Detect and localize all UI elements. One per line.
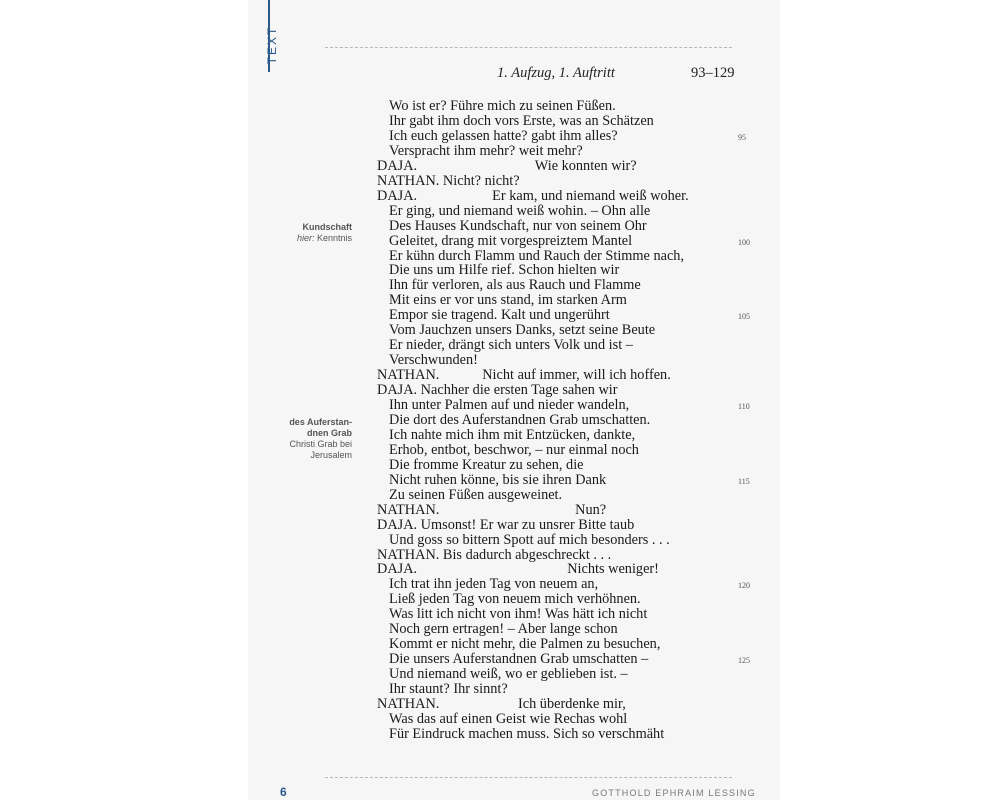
verse-line: Die fromme Kreatur zu sehen, die: [389, 456, 584, 473]
speaker-line: NATHAN. Bis dadurch abgeschreckt . . .: [377, 546, 612, 563]
verse-line: Und niemand weiß, wo er geblieben ist. –: [389, 666, 628, 683]
speaker-line: NATHAN. Ich überdenke mir,: [377, 696, 626, 712]
page-number: 6: [280, 785, 287, 799]
verse-line: Er nieder, drängt sich unters Volk und ist –: [389, 337, 633, 354]
speaker-line: DAJA. Umsonst! Er war zu unsrer Bitte taub: [377, 516, 635, 533]
verse-line: Und goss so bittern Spott auf mich besonders . . .: [389, 531, 670, 548]
verse-line: Zu seinen Füßen ausgeweinet.: [389, 486, 563, 503]
gloss-note: hier: Kenntnis: [296, 233, 352, 243]
verse-line: Empor sie tragend. Kalt und ungerührt: [389, 307, 610, 324]
running-head-range: 93–129: [691, 65, 735, 81]
verse-line: Was das auf einen Geist wie Rechas wohl: [389, 710, 628, 727]
running-footer: GOTTHOLD EPHRAIM LESSING: [592, 788, 756, 798]
speaker-line: DAJA. Er kam, und niemand weiß woher.: [377, 187, 689, 204]
line-number: 120: [738, 581, 750, 591]
verse-line: Ihr gabt ihm doch vors Erste, was an Schätzen: [389, 112, 654, 129]
line-number: 110: [738, 402, 750, 411]
verse-line: Wo ist er? Führe mich zu seinen Füßen.: [389, 98, 616, 114]
verse-line: Nicht ruhen könne, bis sie ihren Dank: [389, 471, 607, 488]
verse-line: Ihr staunt? Ihr sinnt?: [389, 681, 508, 698]
verse-line: Kommt er nicht mehr, die Palmen zu besuchen,: [389, 636, 661, 653]
verse-line: Die uns um Hilfe rief. Schon hielten wir: [389, 262, 620, 279]
verse-line: Für Eindruck machen muss. Sich so verschmäht: [389, 725, 665, 742]
verse-line: Er kühn durch Flamm und Rauch der Stimme nach,: [389, 247, 685, 264]
verse-line: Die unsers Auferstandnen Grab umschatten –: [389, 651, 649, 668]
speaker-line: DAJA. Nachher die ersten Tage sahen wir: [377, 382, 618, 399]
gloss-note: Christi Grab bei Jerusalem: [289, 439, 352, 460]
verse-line: Ihn unter Palmen auf und nieder wandeln,: [389, 397, 630, 413]
speaker-line: NATHAN. Nun?: [377, 501, 607, 518]
speaker-line: NATHAN. Nicht? nicht?: [377, 172, 520, 189]
verse-line: Was litt ich nicht von ihm! Was hätt ich nicht: [389, 606, 648, 623]
verse-line: Noch gern ertragen! – Aber lange schon: [389, 621, 618, 638]
verse-line: Ich euch gelassen hatte? gabt ihm alles?: [389, 127, 618, 144]
verse-line: Geleitet, drang mit vorgespreiztem Mantel: [389, 232, 633, 249]
verse-line: Ich trat ihn jeden Tag von neuem an,: [389, 576, 599, 593]
section-label: TEXT: [265, 25, 279, 65]
verse-line: Verschwunden!: [389, 352, 478, 369]
gloss-term: des Auferstan- dnen Grab: [289, 417, 352, 438]
speaker-line: NATHAN. Nicht auf immer, will ich hoffen.: [377, 367, 671, 384]
line-number: 95: [738, 132, 746, 142]
verse-line: Des Hauses Kundschaft, nur von seinem Ohr: [389, 217, 647, 234]
verse-line: Vom Jauchzen unsers Danks, setzt seine Beute: [389, 322, 656, 339]
verse-line: Ihn für verloren, als aus Rauch und Flamme: [389, 277, 641, 294]
line-number: 100: [738, 237, 750, 247]
header-rule: [325, 47, 732, 48]
gloss-term: Kundschaft: [302, 222, 352, 232]
verse-line: Verspracht ihm mehr? weit mehr?: [389, 142, 583, 159]
marginal-gloss: [297, 222, 352, 244]
footer-rule: [325, 777, 732, 778]
verse-line: Ich nahte mich ihm mit Entzücken, dankte,: [389, 426, 636, 443]
verse-line: Ließ jeden Tag von neuem mich verhöhnen.: [389, 591, 641, 608]
line-number: 115: [738, 476, 750, 486]
verse-line: Die dort des Auferstandnen Grab umschatten.: [389, 411, 651, 428]
verse-line: Erhob, entbot, beschwor, – nur einmal noch: [389, 441, 639, 458]
line-number: 125: [738, 656, 750, 666]
marginal-gloss: [289, 417, 352, 461]
verse-line: Mit eins er vor uns stand, im starken Arm: [389, 292, 627, 309]
speaker-line: DAJA. Nichts weniger!: [377, 561, 659, 578]
line-number: 105: [738, 312, 750, 322]
speaker-line: DAJA. Wie konnten wir?: [377, 157, 637, 174]
running-head-title: 1. Aufzug, 1. Auftritt: [497, 65, 615, 81]
verse-line: Er ging, und niemand weiß wohin. – Ohn alle: [389, 202, 651, 219]
